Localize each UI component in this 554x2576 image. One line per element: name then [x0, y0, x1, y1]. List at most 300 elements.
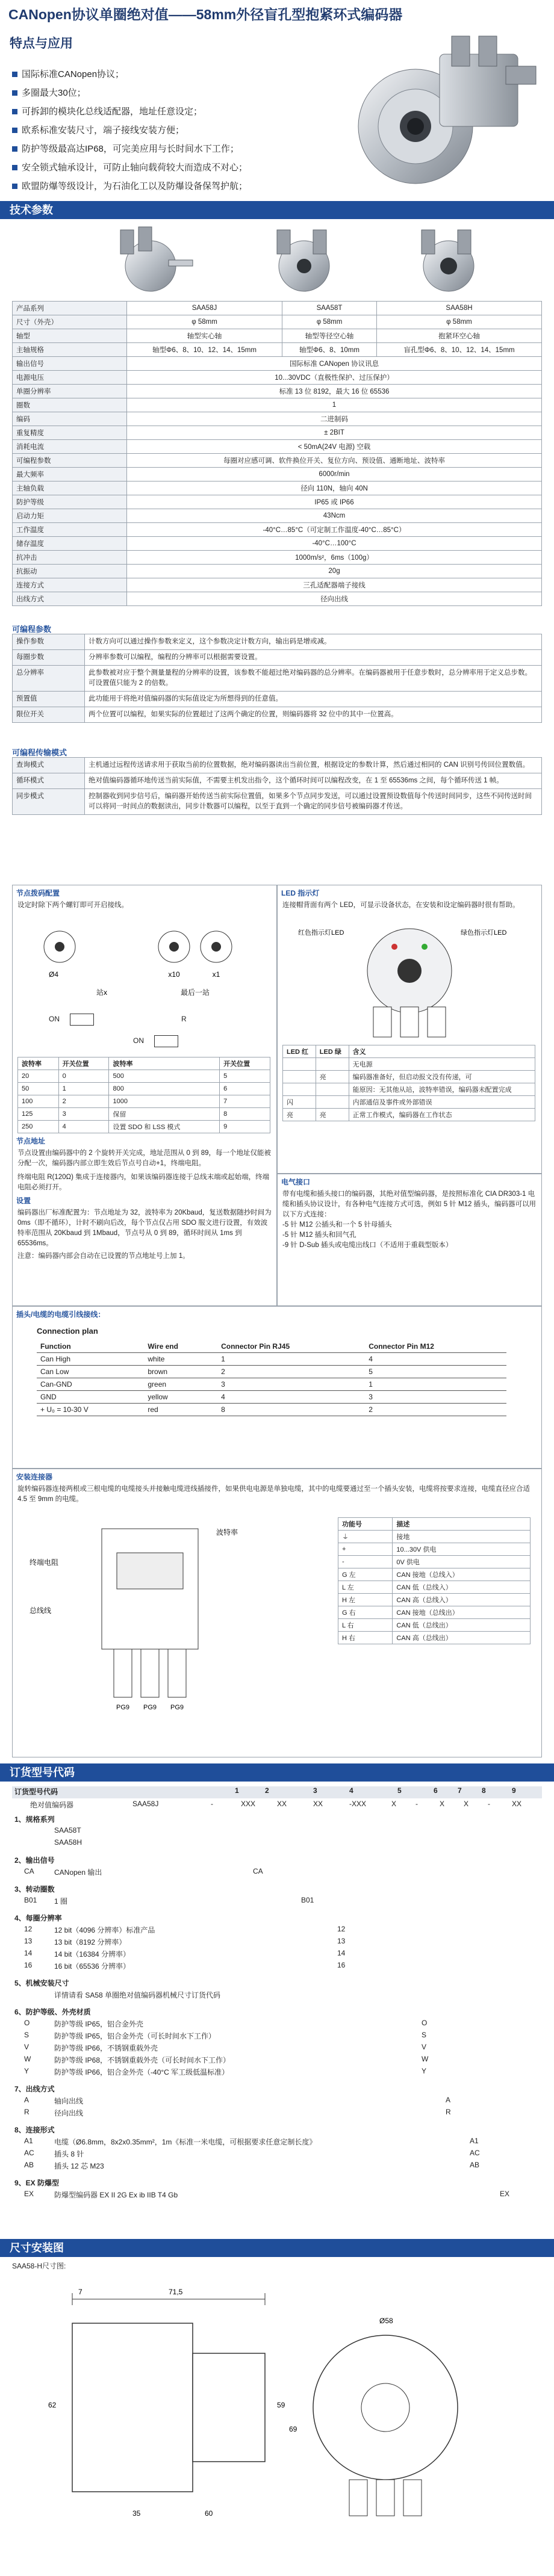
- callout-red: 红色指示灯LED: [298, 929, 344, 937]
- spec-row: [13, 523, 542, 537]
- spec-value: SAA58J: [127, 302, 282, 315]
- table-cell: +: [338, 1543, 393, 1556]
- order-item-desc: 防护等级 IP65，铝合金外壳: [54, 2020, 144, 2028]
- order-item-code: A: [24, 2096, 30, 2104]
- order-section-label: 9、EX 防爆型: [14, 2179, 60, 2187]
- table-cell: [316, 1058, 349, 1071]
- table-cell: CAN 高（总线入）: [393, 1594, 531, 1606]
- function-row: [338, 1594, 531, 1606]
- rotary-switch-diagram: [17, 911, 270, 1007]
- order-item-code: A1: [24, 2137, 33, 2145]
- spec-row: [13, 592, 542, 606]
- wiring-panel: [277, 1174, 542, 1306]
- order-column-number: 7: [458, 1786, 462, 1795]
- encoder-saa58t-image: [253, 224, 355, 296]
- spec-key: 启动力矩: [13, 509, 127, 523]
- order-item-code-right: 14: [337, 1949, 346, 1957]
- table-cell: 内部通信及事件或外部错误: [349, 1096, 535, 1109]
- spec-value: 轴型Φ6、8、10、12、14、15mm: [127, 343, 282, 357]
- order-item-code: AB: [24, 2161, 34, 2169]
- desc-row: [13, 707, 542, 723]
- table-cell: [283, 1071, 316, 1083]
- table-cell: 2: [365, 1404, 506, 1416]
- header-cell: 描述: [393, 1518, 531, 1531]
- spec-value: 10...30VDC（直极性保护、过压保护）: [127, 371, 542, 385]
- spec-row: [13, 468, 542, 481]
- order-item-desc: 防护等级 IP65，铝合金外壳（可长时间水下工作）: [54, 2032, 216, 2040]
- order-heading: 订货型号代码: [0, 1763, 554, 1782]
- desc-value: 计数方向可以通过操作参数来定义，这个参数决定计数方向，输出码是增或减。: [85, 634, 542, 650]
- order-item-desc: 插头 8 针: [54, 2150, 84, 2158]
- install-callout: 波特率: [216, 1528, 238, 1537]
- led-row: [283, 1058, 535, 1071]
- table-cell: 亮: [316, 1071, 349, 1083]
- order-item-code-right: 16: [337, 1961, 346, 1969]
- function-row: [338, 1568, 531, 1581]
- spec-row: [13, 315, 542, 329]
- order-title: 订货型号代码: [14, 1788, 58, 1796]
- rotary-caption: 最后一站: [180, 988, 210, 997]
- dim-label: 69: [289, 2425, 297, 2433]
- table-cell: Can-GND: [37, 1378, 144, 1391]
- tech-heading: 技术参数: [0, 201, 554, 219]
- spec-row: [13, 578, 542, 592]
- order-item-desc: 1 圈: [54, 1897, 68, 1906]
- spec-key: 储存温度: [13, 537, 127, 551]
- install-heading: 安装连接器: [16, 1473, 53, 1481]
- order-item-code-right: V: [422, 2043, 427, 2051]
- table-cell: 编码器准备好，但启动报文没有传递，可: [349, 1071, 535, 1083]
- desc-row: [13, 666, 542, 692]
- features-heading: 特点与应用: [10, 37, 73, 51]
- led-row: [283, 1083, 535, 1096]
- led-row-header: [283, 1045, 535, 1058]
- table-cell: 5: [365, 1366, 506, 1378]
- order-item-desc: 径向出线: [54, 2109, 84, 2117]
- set-text: 编码器出厂标准配置为：节点地址为 32，波特率为 20Kbaud，复送数据随抄时间为 0ms（即不循环），计时不刷向后改，每个节点仅占用 SDO 服文进行设置，有效波特率范围从 20Kbaud 到 1Mbaud，节点号从 0 到 89，循环时间从 1ms 到 65536ms。: [17, 1209, 272, 1247]
- baud-row: [18, 1070, 270, 1083]
- desc-key: 每圈步数: [13, 650, 85, 666]
- table-cell: ⏚: [338, 1531, 393, 1543]
- table-cell: 800: [109, 1083, 220, 1095]
- order-item-code: 12: [24, 1925, 33, 1933]
- dim-label: 62: [48, 2401, 57, 2409]
- table-cell: GND: [37, 1391, 144, 1404]
- table-cell: 8: [220, 1108, 270, 1121]
- table-cell: 8: [217, 1404, 365, 1416]
- connection-row: [37, 1366, 506, 1378]
- connection-row: [37, 1378, 506, 1391]
- spec-row: [13, 537, 542, 551]
- spec-key: 电源电压: [13, 371, 127, 385]
- table-cell: [283, 1058, 316, 1071]
- wiring-text: 带有电缆和插头接口的编码器，其绝对值型编码器，是按照标准化 CIA DR303-1 电缆和插头协议设计，有各种电气连接方式可选，例如 5 针 M12 插头，编码器可以用以下方式连接：: [282, 1190, 537, 1218]
- order-item-desc: CANopen 输出: [54, 1868, 102, 1877]
- order-item-desc: 16 bit（65536 分辨率）: [54, 1962, 131, 1971]
- table-cell: H 左: [338, 1594, 393, 1606]
- order-model-part: X: [464, 1800, 469, 1808]
- order-column-number: 3: [313, 1786, 317, 1795]
- table-cell: CAN 低（总线出）: [393, 1619, 531, 1632]
- spec-key: 抗冲击: [13, 551, 127, 565]
- spec-key: 可编程参数: [13, 454, 127, 468]
- wiring-title: 电气接口: [281, 1178, 311, 1186]
- dim-label: 60: [205, 2509, 213, 2518]
- header-cell: 波特率: [18, 1057, 59, 1070]
- transfer-heading: 可编程传输模式: [12, 748, 67, 757]
- dip-switch: [70, 1014, 94, 1026]
- pg-label: PG9: [170, 1704, 184, 1711]
- install-panel: [12, 1469, 542, 1757]
- table-cell: L 右: [338, 1619, 393, 1632]
- order-column-number: 9: [512, 1786, 516, 1795]
- order-section-label: 4、每圈分辨率: [14, 1914, 62, 1922]
- feature-item: 可拆卸的模块化总线适配器，地址任意设定；: [12, 102, 325, 121]
- order-model-line: [12, 1800, 542, 1812]
- header-cell: 含义: [349, 1045, 535, 1058]
- order-section-label: 1、规格系列: [14, 1815, 55, 1824]
- header-cell: Wire end: [144, 1340, 217, 1353]
- encoder-saa58j-image: [102, 224, 205, 296]
- function-row: [338, 1531, 531, 1543]
- plug-panel: [12, 1306, 542, 1469]
- header-cell: Connector Pin RJ45: [217, 1340, 365, 1353]
- spec-row: [13, 426, 542, 440]
- table-cell: 2: [217, 1366, 365, 1378]
- desc-row: [13, 789, 542, 815]
- dim-label: 71,5: [169, 2288, 183, 2296]
- desc-key: 同步模式: [13, 789, 85, 815]
- order-item-code: AC: [24, 2149, 34, 2157]
- spec-key: 主轴负载: [13, 481, 127, 495]
- desc-key: 预置值: [13, 692, 85, 707]
- table-cell: 5: [220, 1070, 270, 1083]
- spec-key: 尺寸（外壳）: [13, 315, 127, 329]
- feature-item: 多圈最大30位；: [12, 84, 325, 102]
- table-cell: CAN 低（总线入）: [393, 1581, 531, 1594]
- spec-value: SAA58T: [282, 302, 377, 315]
- feature-item: 安全锁式轴承设计，可防止轴向载荷较大而造成不对心；: [12, 158, 325, 177]
- connection-row: [37, 1353, 506, 1366]
- table-cell: red: [144, 1404, 217, 1416]
- table-cell: 接地: [393, 1531, 531, 1543]
- function-row: [338, 1556, 531, 1568]
- order-item-desc: 防护等级 IP66，不锈钢重载外壳: [54, 2044, 158, 2052]
- spec-value: 轴型等径空心轴: [282, 329, 377, 343]
- order-item-code-right: O: [422, 2019, 428, 2027]
- order-column-number: 8: [482, 1786, 486, 1795]
- order-title-bar: [12, 1786, 542, 1798]
- table-cell: [283, 1083, 316, 1096]
- function-row: [338, 1581, 531, 1594]
- order-item-code-right: A: [446, 2096, 451, 2104]
- table-cell: white: [144, 1353, 217, 1366]
- header-cell: LED 红: [283, 1045, 316, 1058]
- order-section-label: 6、防护等级、外壳材质: [14, 2008, 91, 2016]
- led-row: [283, 1109, 535, 1121]
- pg-label: PG9: [116, 1704, 130, 1711]
- spec-value: 盲孔型Φ6、8、10、12、14、15mm: [376, 343, 541, 357]
- spec-row: [13, 495, 542, 509]
- dim-label: Ø58: [379, 2317, 393, 2325]
- table-cell: 9: [220, 1121, 270, 1133]
- table-cell: 6: [220, 1083, 270, 1095]
- table-cell: 4: [365, 1353, 506, 1366]
- dip-switch: [154, 1035, 178, 1047]
- order-section-label: 7、出线方式: [14, 2085, 55, 2093]
- baud-table: [17, 1057, 270, 1133]
- spec-value: 6000r/min: [127, 468, 542, 481]
- dim-label: 7: [78, 2288, 82, 2296]
- table-cell: 250: [18, 1121, 59, 1133]
- spec-value: IP65 或 IP66: [127, 495, 542, 509]
- order-item-code: CA: [24, 1867, 34, 1875]
- table-cell: 闪: [283, 1096, 316, 1109]
- spec-row: [13, 398, 542, 412]
- install-diagram: [17, 1505, 319, 1733]
- desc-value: 绝对值编码器循环地传送当前实际值，不需要主机发出指令，这个循环时间可以编程改变，在 1 至 65536ms 之间，每个循环传送 1 帧。: [85, 773, 542, 789]
- table-cell: Can Low: [37, 1366, 144, 1378]
- spec-value: 轴型Φ6、8、10mm: [282, 343, 377, 357]
- order-item-code: V: [24, 2043, 30, 2051]
- spec-key: 连接方式: [13, 578, 127, 592]
- table-cell: 3: [58, 1108, 109, 1121]
- table-cell: green: [144, 1378, 217, 1391]
- order-item-code: 13: [24, 1937, 33, 1945]
- order-item-code-right: B01: [301, 1896, 314, 1904]
- order-item-code-right: AB: [470, 2161, 480, 2169]
- desc-key: 循环模式: [13, 773, 85, 789]
- function-row-header: [338, 1518, 531, 1531]
- spec-value: < 50mA(24V 电源) 空载: [127, 440, 542, 454]
- order-item-desc: 电缆（Ø6.8mm，8x2x0.35mm²，1m《标准一米电缆，可根据要求任意定制长度》: [54, 2138, 317, 2146]
- table-cell: 1000: [109, 1095, 220, 1108]
- order-item-code-right: R: [446, 2108, 451, 2116]
- install-callout: 终端电阻: [30, 1558, 59, 1567]
- order-item-desc: 12 bit（4096 分辨率）标准产品: [54, 1926, 155, 1934]
- connection-row: [37, 1391, 506, 1404]
- order-item-code: Y: [24, 2067, 30, 2075]
- desc-key: 查询模式: [13, 758, 85, 773]
- spec-row: [13, 357, 542, 371]
- desc-row: [13, 758, 542, 773]
- table-cell: L 左: [338, 1581, 393, 1594]
- order-column-number: 4: [349, 1786, 353, 1795]
- spec-row: [13, 454, 542, 468]
- order-item-code: 16: [24, 1961, 33, 1969]
- led-row: [283, 1071, 535, 1083]
- spec-key: 最大频率: [13, 468, 127, 481]
- order-item-code: B01: [24, 1896, 37, 1904]
- header-cell: 开关位置: [58, 1057, 109, 1070]
- spec-value: -40°C…100°C: [127, 537, 542, 551]
- function-row: [338, 1632, 531, 1644]
- connection-table: [37, 1340, 506, 1416]
- table-cell: 2: [58, 1095, 109, 1108]
- order-item-desc: 14 bit（16384 分辨率）: [54, 1950, 131, 1958]
- table-cell: 0: [58, 1070, 109, 1083]
- table-cell: 50: [18, 1083, 59, 1095]
- order-model-part: XX: [313, 1800, 323, 1808]
- spec-value: 每圈对应感可调、软件换位开关、复位方向、预设值、通断地址、波特率: [127, 454, 542, 468]
- order-item-code-right: EX: [500, 2190, 510, 2198]
- feature-item: 欧系标准安装尺寸，端子接线安装方便；: [12, 121, 325, 140]
- transfer-table: [12, 757, 542, 815]
- spec-value: 抱紧环空心轴: [376, 329, 541, 343]
- spec-value: 国际标准 CANopen 协议讯息: [127, 357, 542, 371]
- spec-key: 轴型: [13, 329, 127, 343]
- spec-value: 二进制码: [127, 412, 542, 426]
- spec-key: 重复精度: [13, 426, 127, 440]
- rotary-label: Ø4: [48, 970, 59, 979]
- order-item-desc: SAA58H: [54, 1838, 82, 1847]
- spec-value: -40°C…85°C（可定制工作温度-40°C…85°C）: [127, 523, 542, 537]
- baud-row: [18, 1095, 270, 1108]
- table-cell: G 左: [338, 1568, 393, 1581]
- function-row: [338, 1543, 531, 1556]
- table-cell: [316, 1096, 349, 1109]
- spec-row: [13, 343, 542, 357]
- table-cell: brown: [144, 1366, 217, 1378]
- led-row: [283, 1096, 535, 1109]
- table-cell: 10...30V 供电: [393, 1543, 531, 1556]
- spec-key: 工作温度: [13, 523, 127, 537]
- order-model-part: -: [488, 1800, 490, 1808]
- rotary-label: x1: [212, 970, 220, 979]
- function-table: [338, 1517, 531, 1644]
- table-cell: 100: [18, 1095, 59, 1108]
- spec-key: 圈数: [13, 398, 127, 412]
- header-cell: LED 绿: [316, 1045, 349, 1058]
- pg-label: PG9: [143, 1704, 157, 1711]
- table-cell: 无电源: [349, 1058, 535, 1071]
- spec-value: 1: [127, 398, 542, 412]
- order-model-part: X: [391, 1800, 397, 1808]
- feature-item: 欧盟防爆等级设计，为石油化工以及防爆设备保驾护航；: [12, 177, 325, 196]
- spec-value: φ 58mm: [127, 315, 282, 329]
- spec-value: SAA58H: [376, 302, 541, 315]
- order-model-part: XX: [512, 1800, 522, 1808]
- table-cell: 1: [217, 1353, 365, 1366]
- order-item-desc: 防护等级 IP66，铝合金外壳（-40°C 军工级低温标准）: [54, 2068, 229, 2076]
- led-panel: [277, 885, 542, 1174]
- rotary-label: x10: [168, 970, 180, 979]
- dims-heading: 尺寸安装图: [0, 2239, 554, 2257]
- table-cell: yellow: [144, 1391, 217, 1404]
- order-model-part: SAA58J: [132, 1800, 159, 1808]
- order-item-code-right: 13: [337, 1937, 346, 1945]
- order-column-number: 2: [265, 1786, 269, 1795]
- features-list: [12, 65, 325, 196]
- table-cell: 4: [58, 1121, 109, 1133]
- dim-label: 35: [132, 2509, 141, 2518]
- connection-row: [37, 1404, 506, 1416]
- table-cell: -: [338, 1556, 393, 1568]
- dimension-drawing: [24, 2275, 530, 2564]
- order-item-code-right: S: [422, 2031, 427, 2039]
- spec-key: 单圈分辨率: [13, 385, 127, 398]
- table-cell: 亮: [283, 1109, 316, 1121]
- spec-key: 消耗电流: [13, 440, 127, 454]
- desc-key: 操作参数: [13, 634, 85, 650]
- callout-green: 绿色指示灯LED: [461, 929, 507, 937]
- desc-value: 分辨率参数可以编程，编程的分辨率可以根据需要设置。: [85, 650, 542, 666]
- spec-value: 1000m/s²，6ms（100g）: [127, 551, 542, 565]
- order-item-code: S: [24, 2031, 30, 2039]
- order-item-code: EX: [24, 2190, 34, 2198]
- programmable-table: [12, 634, 542, 723]
- function-row: [338, 1619, 531, 1632]
- spec-value: φ 58mm: [376, 315, 541, 329]
- desc-value: 两个位置可以编程，如果实际的位置超过了这两个确定的位置，则编码器将 32 位中的其中一位置高。: [85, 707, 542, 723]
- spec-value: 轴型实心轴: [127, 329, 282, 343]
- order-model-part: -: [416, 1800, 418, 1808]
- order-item-code-right: CA: [253, 1867, 263, 1875]
- rotary-caption: 站x: [96, 988, 108, 997]
- header-cell: 开关位置: [220, 1057, 270, 1070]
- desc-row: [13, 634, 542, 650]
- install-text: 旋转编码器连接两根或三根电缆的电缆接头并接触电缆进线插接件，如果供电电源是单独电缆，其中的电缆要通过至一个插头安装，电缆将按要求连接，电缆直径应合适 4.5 至 9mm 的电缆。: [17, 1485, 530, 1503]
- switch-label: ON: [49, 1015, 60, 1023]
- led-encoder-image: [280, 911, 539, 1043]
- setup-text: 设定时除下两个螺钉即可开启接线。: [17, 902, 128, 909]
- desc-value: 此参数被对应于整个测量量程的分辨率的设置，该参数不能超过绝对编码器的总分辨率。在编码器被用于任意步数时，总分辨率用于定义总步数。可设置值只能为 2 的倍数。: [85, 666, 542, 692]
- feature-item: 国际标准CANopen协议；: [12, 65, 325, 84]
- order-item-code-right: 12: [337, 1925, 346, 1933]
- table-cell: 1: [58, 1083, 109, 1095]
- order-item-desc: 轴向出线: [54, 2097, 84, 2105]
- order-item-desc: 详情请看 SA58 单圈绝对值编码器机械尺寸订货代码: [54, 1991, 221, 1999]
- table-cell: 0V 供电: [393, 1556, 531, 1568]
- table-cell: 7: [220, 1095, 270, 1108]
- spec-value: 径向 110N，轴向 40N: [127, 481, 542, 495]
- order-section-label: 2、输出信号: [14, 1856, 55, 1865]
- baud-row: [18, 1108, 270, 1121]
- table-cell: [316, 1083, 349, 1096]
- order-column-number: 5: [397, 1786, 402, 1795]
- order-column-number: 1: [235, 1786, 239, 1795]
- table-cell: 正常工作模式，编码器在工作状态: [349, 1109, 535, 1121]
- spec-key: 产品系列: [13, 302, 127, 315]
- setup-panel: [12, 885, 277, 1306]
- spec-key: 抗振动: [13, 565, 127, 578]
- baud-row-header: [18, 1057, 270, 1070]
- order-item-code-right: Y: [422, 2067, 427, 2075]
- spec-row: [13, 329, 542, 343]
- plug-heading: 插头/电缆的电缆引线接线：: [16, 1310, 105, 1319]
- order-model-part: 绝对值编码器: [30, 1801, 74, 1809]
- desc-key: 总分辨率: [13, 666, 85, 692]
- order-model-part: X: [440, 1800, 445, 1808]
- terminal-text: 终端电阻 R(120Ω) 集成于连接器内，如果该编码器连接于总线末端或起始端，终端电阻必须打开。: [17, 1174, 270, 1191]
- spec-value: 标准 13 位 8192，最大 16 位 65536: [127, 385, 542, 398]
- spec-value: 三孔适配器端子接线: [127, 578, 542, 592]
- encoder-saa58h-image: [397, 224, 500, 296]
- order-item-code-right: A1: [470, 2137, 479, 2145]
- table-cell: + U₀ = 10-30 V: [37, 1404, 144, 1416]
- order-item-code: R: [24, 2108, 30, 2116]
- spec-value: ± 2BIT: [127, 426, 542, 440]
- wiring-item: -9 针 D-Sub 插头或电缆出线口（不适用于重载型版本）: [282, 1242, 453, 1249]
- spec-row: [13, 551, 542, 565]
- order-item-desc: 13 bit（8192 分辨率）: [54, 1938, 126, 1946]
- led-text: 连接帽背面有两个 LED，可显示设备状态，在安装和设定编码器时很有帮助。: [282, 902, 520, 909]
- spec-key: 编码: [13, 412, 127, 426]
- order-item-code: O: [24, 2019, 30, 2027]
- baud-row: [18, 1121, 270, 1133]
- spec-key: 主轴规格: [13, 343, 127, 357]
- table-cell: 20: [18, 1070, 59, 1083]
